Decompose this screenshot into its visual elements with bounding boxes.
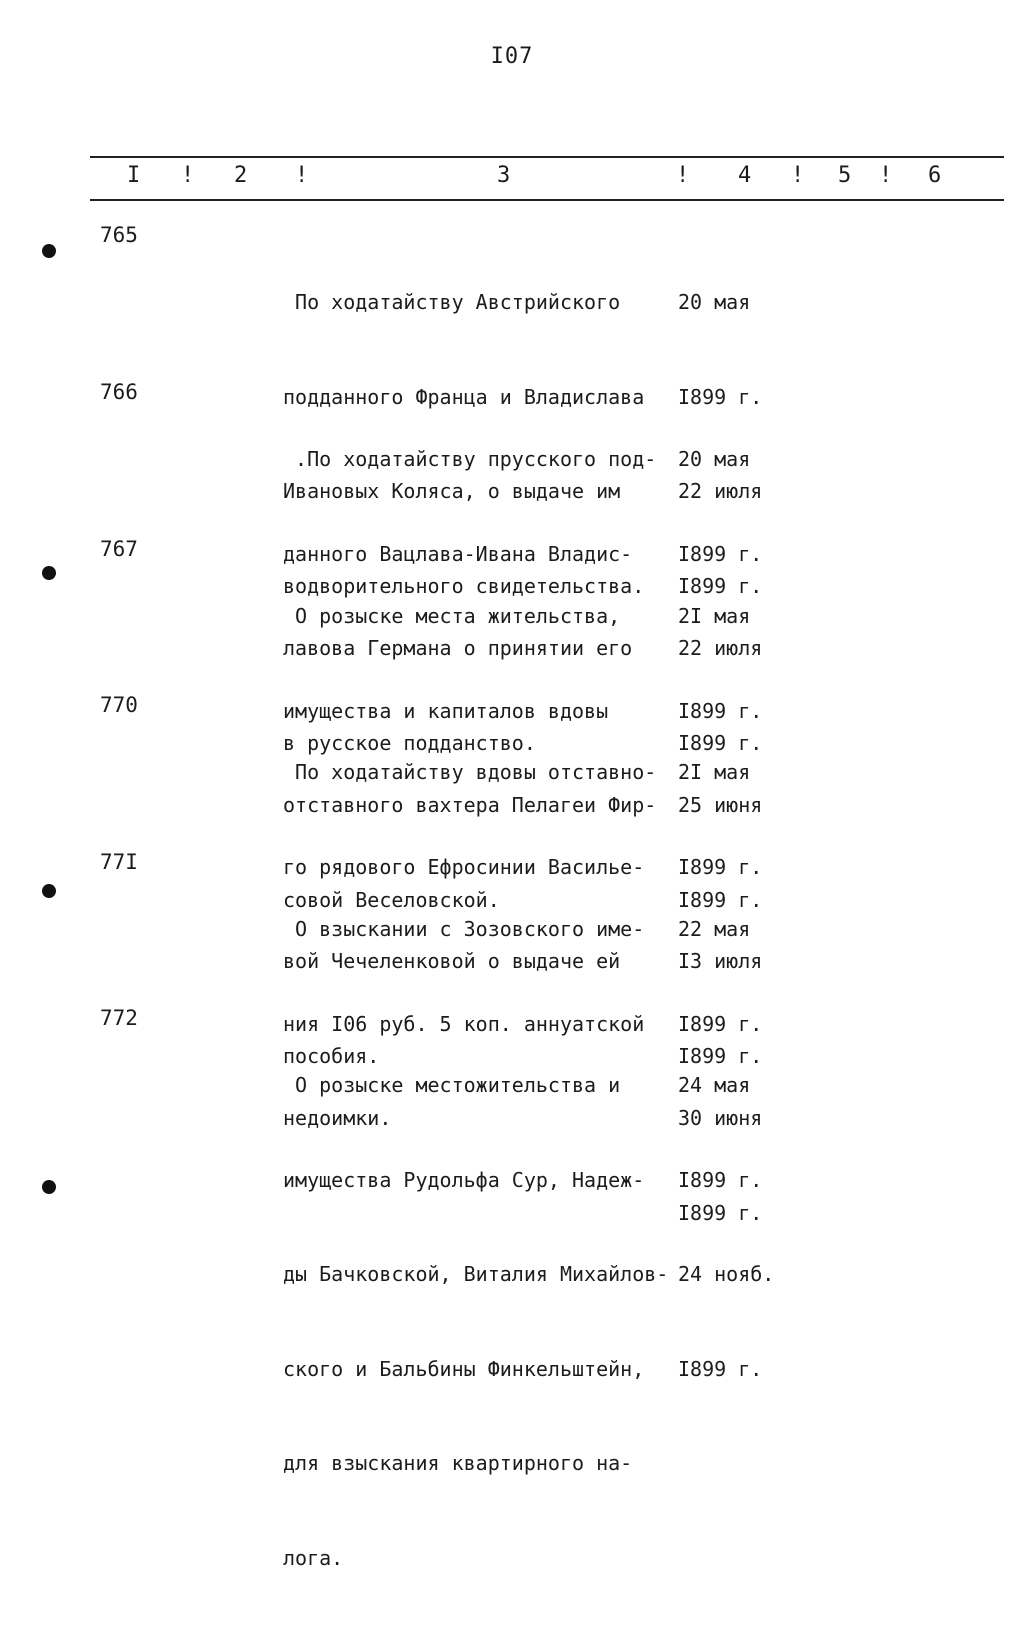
entry-title-line: го рядового Ефросинии Василье- <box>283 854 645 879</box>
column-separator: ! <box>295 163 309 188</box>
date-line: 24 нояб. <box>678 1262 775 1286</box>
date-line: 30 июня <box>678 1106 763 1130</box>
date-line: I899 г. <box>678 887 763 912</box>
entry-title-line: О взыскании с Зозовского име- <box>283 917 645 941</box>
column-header-2: 2 <box>234 163 248 188</box>
header-rule-top <box>90 156 1004 158</box>
entry-title-line: имущества Рудольфа Сур, Надеж- <box>283 1167 645 1192</box>
entry-title-line: О розыске места жительства, <box>283 604 621 628</box>
column-header-1: I <box>127 163 141 188</box>
date-line: I899 г. <box>678 854 763 879</box>
entry-title-line: лога. <box>283 1545 344 1570</box>
date-line: I899 г. <box>678 730 763 755</box>
column-separator: ! <box>676 163 690 188</box>
date-line: I899 г. <box>678 1011 763 1036</box>
entry-title-line: ского и Бальбины Финкельштейн, <box>283 1356 645 1381</box>
page-number: I07 <box>490 44 534 69</box>
entry-title <box>283 1007 683 1637</box>
entry-title-line: водворительного свидетельства. <box>283 573 645 598</box>
date-line: 2I мая <box>678 760 751 784</box>
entry-number: 77I <box>100 850 138 874</box>
entry-title-line: совой Веселовской. <box>283 887 500 912</box>
entry-title-line: Ивановых Коляса, о выдаче им <box>283 479 621 503</box>
punch-hole-mark <box>42 884 56 898</box>
date-line: I3 июля <box>678 949 763 973</box>
entry-number: 767 <box>100 537 138 561</box>
entry-title-line: ния I06 руб. 5 коп. аннуатской <box>283 1011 645 1036</box>
entry-title-line: подданного Франца и Владислава <box>283 384 645 409</box>
entry-title-line: пособия. <box>283 1043 380 1068</box>
entry-title-line: имущества и капиталов вдовы <box>283 698 609 723</box>
date-line: I899 г. <box>678 384 763 409</box>
date-line: I899 г. <box>678 541 763 566</box>
date-line: I899 г. <box>678 1356 763 1381</box>
entry-title-line: недоимки. <box>283 1106 392 1130</box>
column-header-4: 4 <box>738 163 752 188</box>
date-line: 22 июля <box>678 479 763 503</box>
punch-hole-mark <box>42 1180 56 1194</box>
entry-title-line: данного Вацлава-Ивана Владис- <box>283 541 633 566</box>
column-separator: ! <box>791 163 805 188</box>
entry-title-line: О розыске местожительства и <box>283 1073 621 1097</box>
date-line: 25 июня <box>678 793 763 817</box>
date-line: I899 г. <box>678 573 763 598</box>
date-line: 20 мая <box>678 447 751 471</box>
column-header-3: 3 <box>497 163 511 188</box>
date-line: I899 г. <box>678 1167 763 1192</box>
entry-dates <box>678 1007 808 1448</box>
entry-number: 772 <box>100 1006 138 1030</box>
column-header-5: 5 <box>838 163 852 188</box>
entry-number: 765 <box>100 223 138 247</box>
column-header-6: 6 <box>928 163 942 188</box>
entry-title-line: лавова Германа о принятии его <box>283 636 633 660</box>
date-line: 22 мая <box>678 917 751 941</box>
header-rule-bottom <box>90 199 1004 201</box>
column-separator: ! <box>181 163 195 188</box>
date-line: 2I мая <box>678 604 751 628</box>
date-line: I899 г. <box>678 1043 763 1068</box>
column-separator: ! <box>879 163 893 188</box>
punch-hole-mark <box>42 566 56 580</box>
entry-title-line: вой Чечеленковой о выдаче ей <box>283 949 621 973</box>
entry-title-line: По ходатайству Австрийского <box>283 290 621 314</box>
date-line: 24 мая <box>678 1073 751 1097</box>
date-line: 20 мая <box>678 290 751 314</box>
entry-title-line: По ходатайству вдовы отставно- <box>283 760 657 784</box>
entry-title-line: в русское подданство. <box>283 730 536 755</box>
entry-title-line: для взыскания квартирного на- <box>283 1451 633 1475</box>
punch-hole-mark <box>42 244 56 258</box>
date-line: I899 г. <box>678 698 763 723</box>
entry-number: 766 <box>100 380 138 404</box>
entry-title-line: .По ходатайству прусского под- <box>283 447 657 471</box>
date-line: I899 г. <box>678 1200 763 1225</box>
entry-title-line: ды Бачковской, Виталия Михайлов- <box>283 1262 669 1286</box>
date-line: 22 июля <box>678 636 763 660</box>
entry-title-line: отставного вахтера Пелагеи Фир- <box>283 793 657 817</box>
entry-number: 770 <box>100 693 138 717</box>
